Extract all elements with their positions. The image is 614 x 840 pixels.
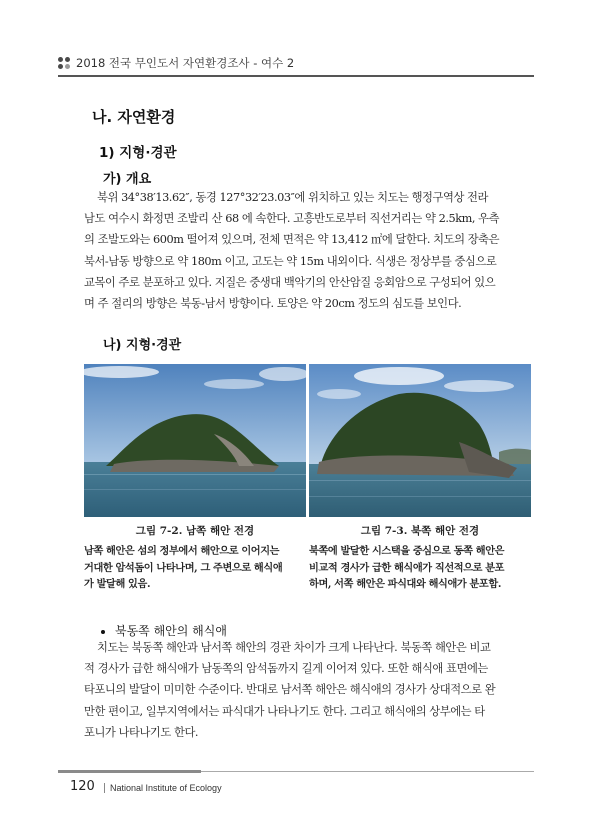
overview-heading: 가) 개요 bbox=[103, 172, 152, 187]
text-line: 북서-남동 방향으로 약 180m 이고, 고도는 약 15m 내외이다. 식생은 정상부를 중심으로 bbox=[84, 254, 497, 268]
text-line: 교목이 주로 분포하고 있다. 지질은 중생대 백악기의 안산암질 응회암으로 구성되어 있으 bbox=[84, 275, 496, 289]
text-line: 타포니의 발달이 미미한 수준이다. 반대로 남서쪽 해안은 해식애의 경사가 상대적으로 완 bbox=[84, 683, 496, 697]
bullet-label: 북동쪽 해안의 해식애 bbox=[115, 624, 227, 638]
header-rule bbox=[58, 75, 534, 77]
page-number: 120 bbox=[70, 779, 95, 794]
text-line: 북위 34°38′13.62″, 동경 127°32′23.03″에 위치하고 있는 치도는 행정구역상 전라 bbox=[97, 191, 488, 204]
running-header bbox=[58, 52, 534, 74]
text-line: 의 조발도와는 600m 떨어져 있으며, 전체 면적은 약 13,412 ㎡에 달한다. 치도의 장축은 bbox=[84, 233, 500, 247]
text-line: 가 발달해 있음. bbox=[84, 578, 151, 591]
text-line: 거대한 암석돔이 나타나며, 그 주변으로 해식애 bbox=[84, 561, 283, 574]
footer-rule-thick bbox=[58, 770, 201, 773]
text-line: 남쪽 해안은 섬의 정부에서 해안으로 이어지는 bbox=[84, 545, 280, 557]
text-line: 북쪽에 발달한 시스택을 중심으로 동쪽 해안은 bbox=[309, 545, 505, 557]
figure-caption: 그림 7-3. 북쪽 해안 전경 bbox=[360, 525, 480, 537]
text-line: 치도는 북동쪽 해안과 남서쪽 해안의 경관 차이가 크게 나타난다. 북동쪽 해안은 비교 bbox=[97, 641, 491, 654]
footer-separator bbox=[104, 783, 105, 793]
overview-paragraph bbox=[84, 187, 533, 314]
text-line: 하며, 서쪽 해안은 파식대와 해식애가 분포함. bbox=[309, 578, 501, 591]
figure-description bbox=[309, 543, 531, 593]
text-line: 적 경사가 급한 해식애가 남동쪽의 암석돔까지 길게 이어져 있다. 또한 해식애 표면에는 bbox=[84, 662, 488, 676]
text-line: 비교적 경사가 급한 해식애가 직선적으로 분포 bbox=[309, 561, 505, 574]
landscape-heading: 나) 지형·경관 bbox=[103, 338, 182, 353]
bullet-dot-icon bbox=[101, 630, 105, 634]
header-dots-icon bbox=[58, 57, 70, 69]
subsection-heading: 1) 지형·경관 bbox=[99, 145, 177, 161]
figure-description bbox=[84, 543, 306, 593]
north-coast-photo bbox=[309, 364, 531, 517]
footer-publisher: National Institute of Ecology bbox=[110, 783, 222, 793]
text-line: 포니가 나타나기도 한다. bbox=[84, 725, 199, 739]
south-coast-photo bbox=[84, 364, 306, 517]
header-title: 2018 전국 무인도서 자연환경조사 - 여수 2 bbox=[76, 56, 295, 70]
text-line: 남도 여수시 화정면 조발리 산 68 에 속한다. 고흥반도로부터 직선거리는 약 2.5km, 우측 bbox=[84, 212, 500, 226]
figure-caption: 그림 7-2. 남쪽 해안 전경 bbox=[135, 525, 255, 537]
cliff-paragraph bbox=[84, 637, 533, 743]
text-line: 만한 편이고, 일부지역에서는 파식대가 나타나기도 한다. 그리고 해식애의 상부에는 타 bbox=[84, 704, 485, 718]
section-heading: 나. 자연환경 bbox=[92, 108, 176, 126]
text-line: 며 주 절리의 방향은 북동-남서 방향이다. 토양은 약 20cm 정도의 심도를 보인다. bbox=[84, 297, 462, 311]
footer-rule-thin bbox=[201, 771, 534, 772]
